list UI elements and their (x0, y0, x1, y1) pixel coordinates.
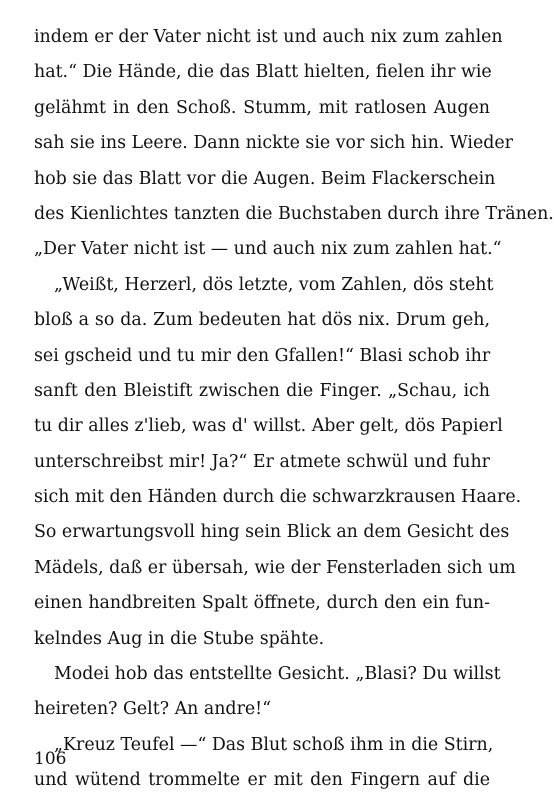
text-line: „Weißt, Herzerl, dös letzte, vom Zahlen, dös steht (54, 274, 494, 295)
text-line: „Der Vater nicht ist — und auch nix zum zahlen hat.“ (34, 239, 502, 260)
text-line: Modei hob das entstellte Gesicht. „Blasi? Du willst (54, 664, 501, 685)
text-line: des Kienlichtes tanzten die Buchstaben durch ihre Tränen. (34, 203, 554, 224)
text-line: hat.“ Die Hände, die das Blatt hielten, fielen ihr wie (34, 62, 492, 83)
text-line: sah sie ins Leere. Dann nickte sie vor sich hin. Wieder (34, 133, 513, 154)
text-line: kelndes Aug in die Stube spähte. (34, 628, 325, 649)
text-line: einen handbreiten Spalt öffnete, durch den ein fun- (34, 593, 490, 614)
text-line: So erwartungsvoll hing sein Blick an dem Gesicht des (34, 522, 510, 543)
text-line: unterschreibst mir! Ja?“ Er atmete schwül und fuhr (34, 451, 490, 472)
text-line: „Kreuz Teufel —“ Das Blut schoß ihm in die Stirn, (54, 734, 494, 755)
text-line: hob sie das Blatt vor die Augen. Beim Flackerschein (34, 168, 496, 189)
text-line: sich mit den Händen durch die schwarzkrausen Haare. (34, 487, 522, 508)
page-number: 106 (34, 749, 67, 769)
text-line: tu dir alles z'lieb, was d' willst. Aber gelt, dös Papierl (34, 416, 503, 437)
text-line: Mädels, daß er übersah, wie der Fensterladen sich um (34, 557, 516, 578)
text-line: heireten? Gelt? An andre!“ (34, 699, 272, 720)
text-line: indem er der Vater nicht ist und auch nix zum zahlen (34, 27, 503, 47)
text-line: bloß a so da. Zum bedeuten hat dös nix. Drum geh, (34, 310, 490, 331)
text-line: sei gscheid und tu mir den Gfallen!“ Blasi schob ihr (34, 345, 491, 366)
text-line: sanft den Bleistift zwischen die Finger. „Schau, ich (34, 380, 490, 401)
book-page-text (34, 20, 554, 799)
text-line: und wütend trommelte er mit den Fingern auf die (34, 770, 490, 791)
text-line: gelähmt in den Schoß. Stumm, mit ratlosen Augen (34, 97, 490, 118)
